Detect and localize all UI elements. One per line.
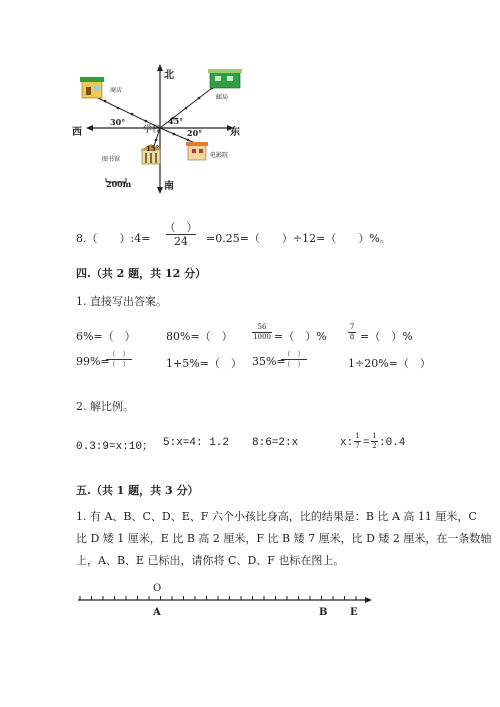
s4-r1c4-rest: =（ ）% bbox=[360, 330, 413, 343]
q8-fraction bbox=[166, 222, 196, 247]
numberline-label-a: A bbox=[153, 607, 161, 618]
s4-r1c3-rest: =（ ）% bbox=[274, 330, 327, 343]
s4-p4-fraction1 bbox=[354, 433, 361, 450]
s5-line2: 比 D 矮 1 厘米，E 比 B 高 2 厘米，F 比 B 矮 7 厘米，比 D 矮 2 厘米，在一条数轴 bbox=[76, 532, 492, 545]
s4-r2c4: 1÷20%=（ ） bbox=[348, 357, 431, 370]
s4-p4-f2-num: 1 bbox=[372, 432, 377, 440]
north-arrow bbox=[157, 64, 163, 71]
s4-r2c1-num: （ ） bbox=[108, 350, 130, 358]
cinema-building bbox=[186, 142, 208, 160]
s4-p4-fraction2 bbox=[371, 433, 378, 450]
west-arrow bbox=[86, 125, 93, 131]
place-post-office-label: 邮局 bbox=[216, 94, 229, 101]
s4-r1c4-num: 7 bbox=[349, 323, 355, 331]
shop-building bbox=[80, 77, 104, 98]
s4-p4-f1-den: 7 bbox=[355, 442, 360, 450]
s4-r2c2: 1+5%=（ ） bbox=[166, 357, 242, 370]
map-west-label: 西 bbox=[72, 127, 82, 138]
s4-r1c3-num: 56 bbox=[257, 323, 267, 331]
s4-q1-title: 1. 直接写出答案。 bbox=[76, 295, 167, 308]
angle-sw: 15° bbox=[146, 144, 160, 153]
scale-label: 200m bbox=[106, 179, 132, 189]
map-center-label: 学校 bbox=[143, 125, 162, 135]
s4-r1c3-den: 1000 bbox=[253, 333, 271, 341]
s4-r2c3-num: （ ） bbox=[283, 350, 305, 358]
section5-title: 五.（共 1 题，共 3 分） bbox=[76, 484, 199, 497]
angle-se: 20° bbox=[187, 128, 203, 138]
number-line bbox=[76, 590, 376, 608]
s4-r1c4-fraction bbox=[348, 324, 356, 341]
place-cinema-label: 电影院 bbox=[210, 152, 229, 159]
map-south-label: 南 bbox=[164, 181, 174, 192]
numberline-label-e: E bbox=[350, 607, 358, 618]
s4-r2c1-lead: 99%= bbox=[76, 355, 110, 368]
s4-p4-eq: = bbox=[363, 437, 370, 449]
s4-p1: 0.3:9=x:10； bbox=[76, 441, 154, 453]
numberline-origin-label: O bbox=[153, 583, 162, 594]
angle-ne: 45° bbox=[168, 116, 184, 126]
s4-r2c3-fraction bbox=[281, 351, 307, 368]
s4-p4-f1-num: 1 bbox=[355, 432, 360, 440]
place-library-label: 图书馆 bbox=[102, 156, 121, 163]
s5-line1: 1. 有 A、B、C、D、E、F 六个小孩比身高，比的结果是：B 比 A 高 11 厘米，C bbox=[76, 510, 477, 523]
s4-p4-tail: :0.4 bbox=[379, 437, 406, 449]
place-shop-label: 商店 bbox=[110, 87, 123, 94]
s4-r2c1-den: （ ） bbox=[108, 360, 130, 368]
q8-lead: 8.（ ）:4= bbox=[76, 232, 151, 245]
s4-q2-title: 2. 解比例。 bbox=[76, 400, 134, 413]
s4-r1c4-den: 8 bbox=[349, 333, 355, 341]
q8-frac-den: 24 bbox=[174, 235, 188, 248]
s4-p3: 8:6=2:x bbox=[252, 437, 299, 449]
s4-p4-lead: x: bbox=[340, 437, 354, 449]
s4-r1c2: 80%=（ ） bbox=[166, 330, 233, 343]
s4-r2c3-lead: 35%= bbox=[252, 355, 286, 368]
q8-rest: =0.25=（ ）÷12=（ ）%。 bbox=[206, 232, 391, 245]
s4-p2: 5:x=4: 1.2 bbox=[163, 437, 230, 449]
q8-frac-num: （ ） bbox=[164, 221, 198, 234]
angle-nw: 30° bbox=[110, 117, 126, 127]
s4-r1c3-fraction bbox=[252, 324, 272, 341]
s4-r2c1-fraction bbox=[106, 351, 132, 368]
s4-p4-f2-den: 2 bbox=[372, 442, 377, 450]
post-office-building bbox=[208, 69, 242, 88]
south-arrow bbox=[157, 187, 163, 194]
section4-title: 四.（共 2 题，共 12 分） bbox=[76, 267, 207, 280]
numberline-label-b: B bbox=[319, 607, 328, 618]
s4-r2c3-den: （ ） bbox=[283, 360, 305, 368]
map-east-label: 东 bbox=[230, 127, 240, 138]
s5-line3: 上，A、B、E 已标出，请你将 C、D、F 也标在图上。 bbox=[76, 554, 345, 567]
number-line-arrow bbox=[365, 597, 372, 603]
map-north-label: 北 bbox=[164, 70, 174, 81]
s4-r1c1: 6%=（ ） bbox=[76, 330, 136, 343]
